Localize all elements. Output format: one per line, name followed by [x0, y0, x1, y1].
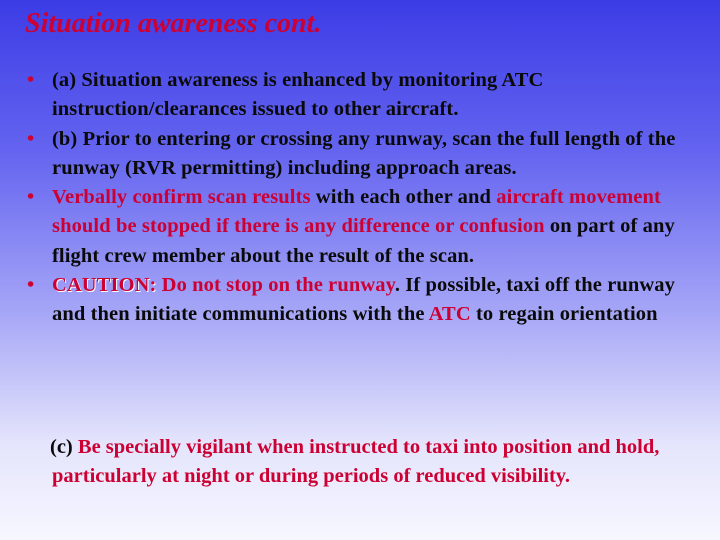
- sub-item-c: [52, 433, 692, 492]
- sub-item-c-prefix: (c): [50, 436, 78, 458]
- bullet-list: [25, 66, 711, 330]
- highlight-verbally-confirm: Verbally confirm scan results: [52, 186, 311, 209]
- highlight-aircraft-movement: aircraft movement should be stopped if there is any difference or confusion: [52, 186, 661, 238]
- bullet-item-verbally-confirm: [25, 183, 711, 271]
- caution-rest-b: to regain orientation: [470, 303, 658, 326]
- bullet-dot-icon: •: [27, 274, 35, 297]
- bullet-text-b: (b) Prior to entering or crossing any runway, scan the full length of the runway (RVR permitting) including approach areas.: [52, 127, 676, 179]
- bullet-item-caution: [25, 271, 711, 330]
- atc-highlight: ATC: [428, 303, 471, 326]
- sub-item-c-text: Be specially vigilant when instructed to taxi into position and hold, particularly at night or during periods of reduced visibility.: [52, 436, 660, 488]
- bullet-dot-icon: •: [27, 186, 35, 209]
- bullet-text-tail: on part of any flight crew member about the result of the scan.: [52, 215, 675, 267]
- bullet-dot-icon: •: [27, 127, 35, 150]
- caution-label: CAUTION:: [52, 274, 157, 297]
- slide-title: Situation awareness cont.: [25, 8, 322, 39]
- bullet-item-b: [25, 125, 711, 184]
- caution-rest-a: . If possible, taxi off the runway and then initiate communications with the: [52, 274, 676, 326]
- bullet-dot-icon: •: [27, 69, 35, 91]
- bullet-text-a: (a) Situation awareness is enhanced by monitoring ATC instruction/clearances issued to other aircraft.: [52, 69, 544, 121]
- caution-text: Do not stop on the runway: [156, 274, 395, 297]
- bullet-text-connector: with each other and: [310, 186, 497, 209]
- bullet-item-a: [25, 66, 711, 125]
